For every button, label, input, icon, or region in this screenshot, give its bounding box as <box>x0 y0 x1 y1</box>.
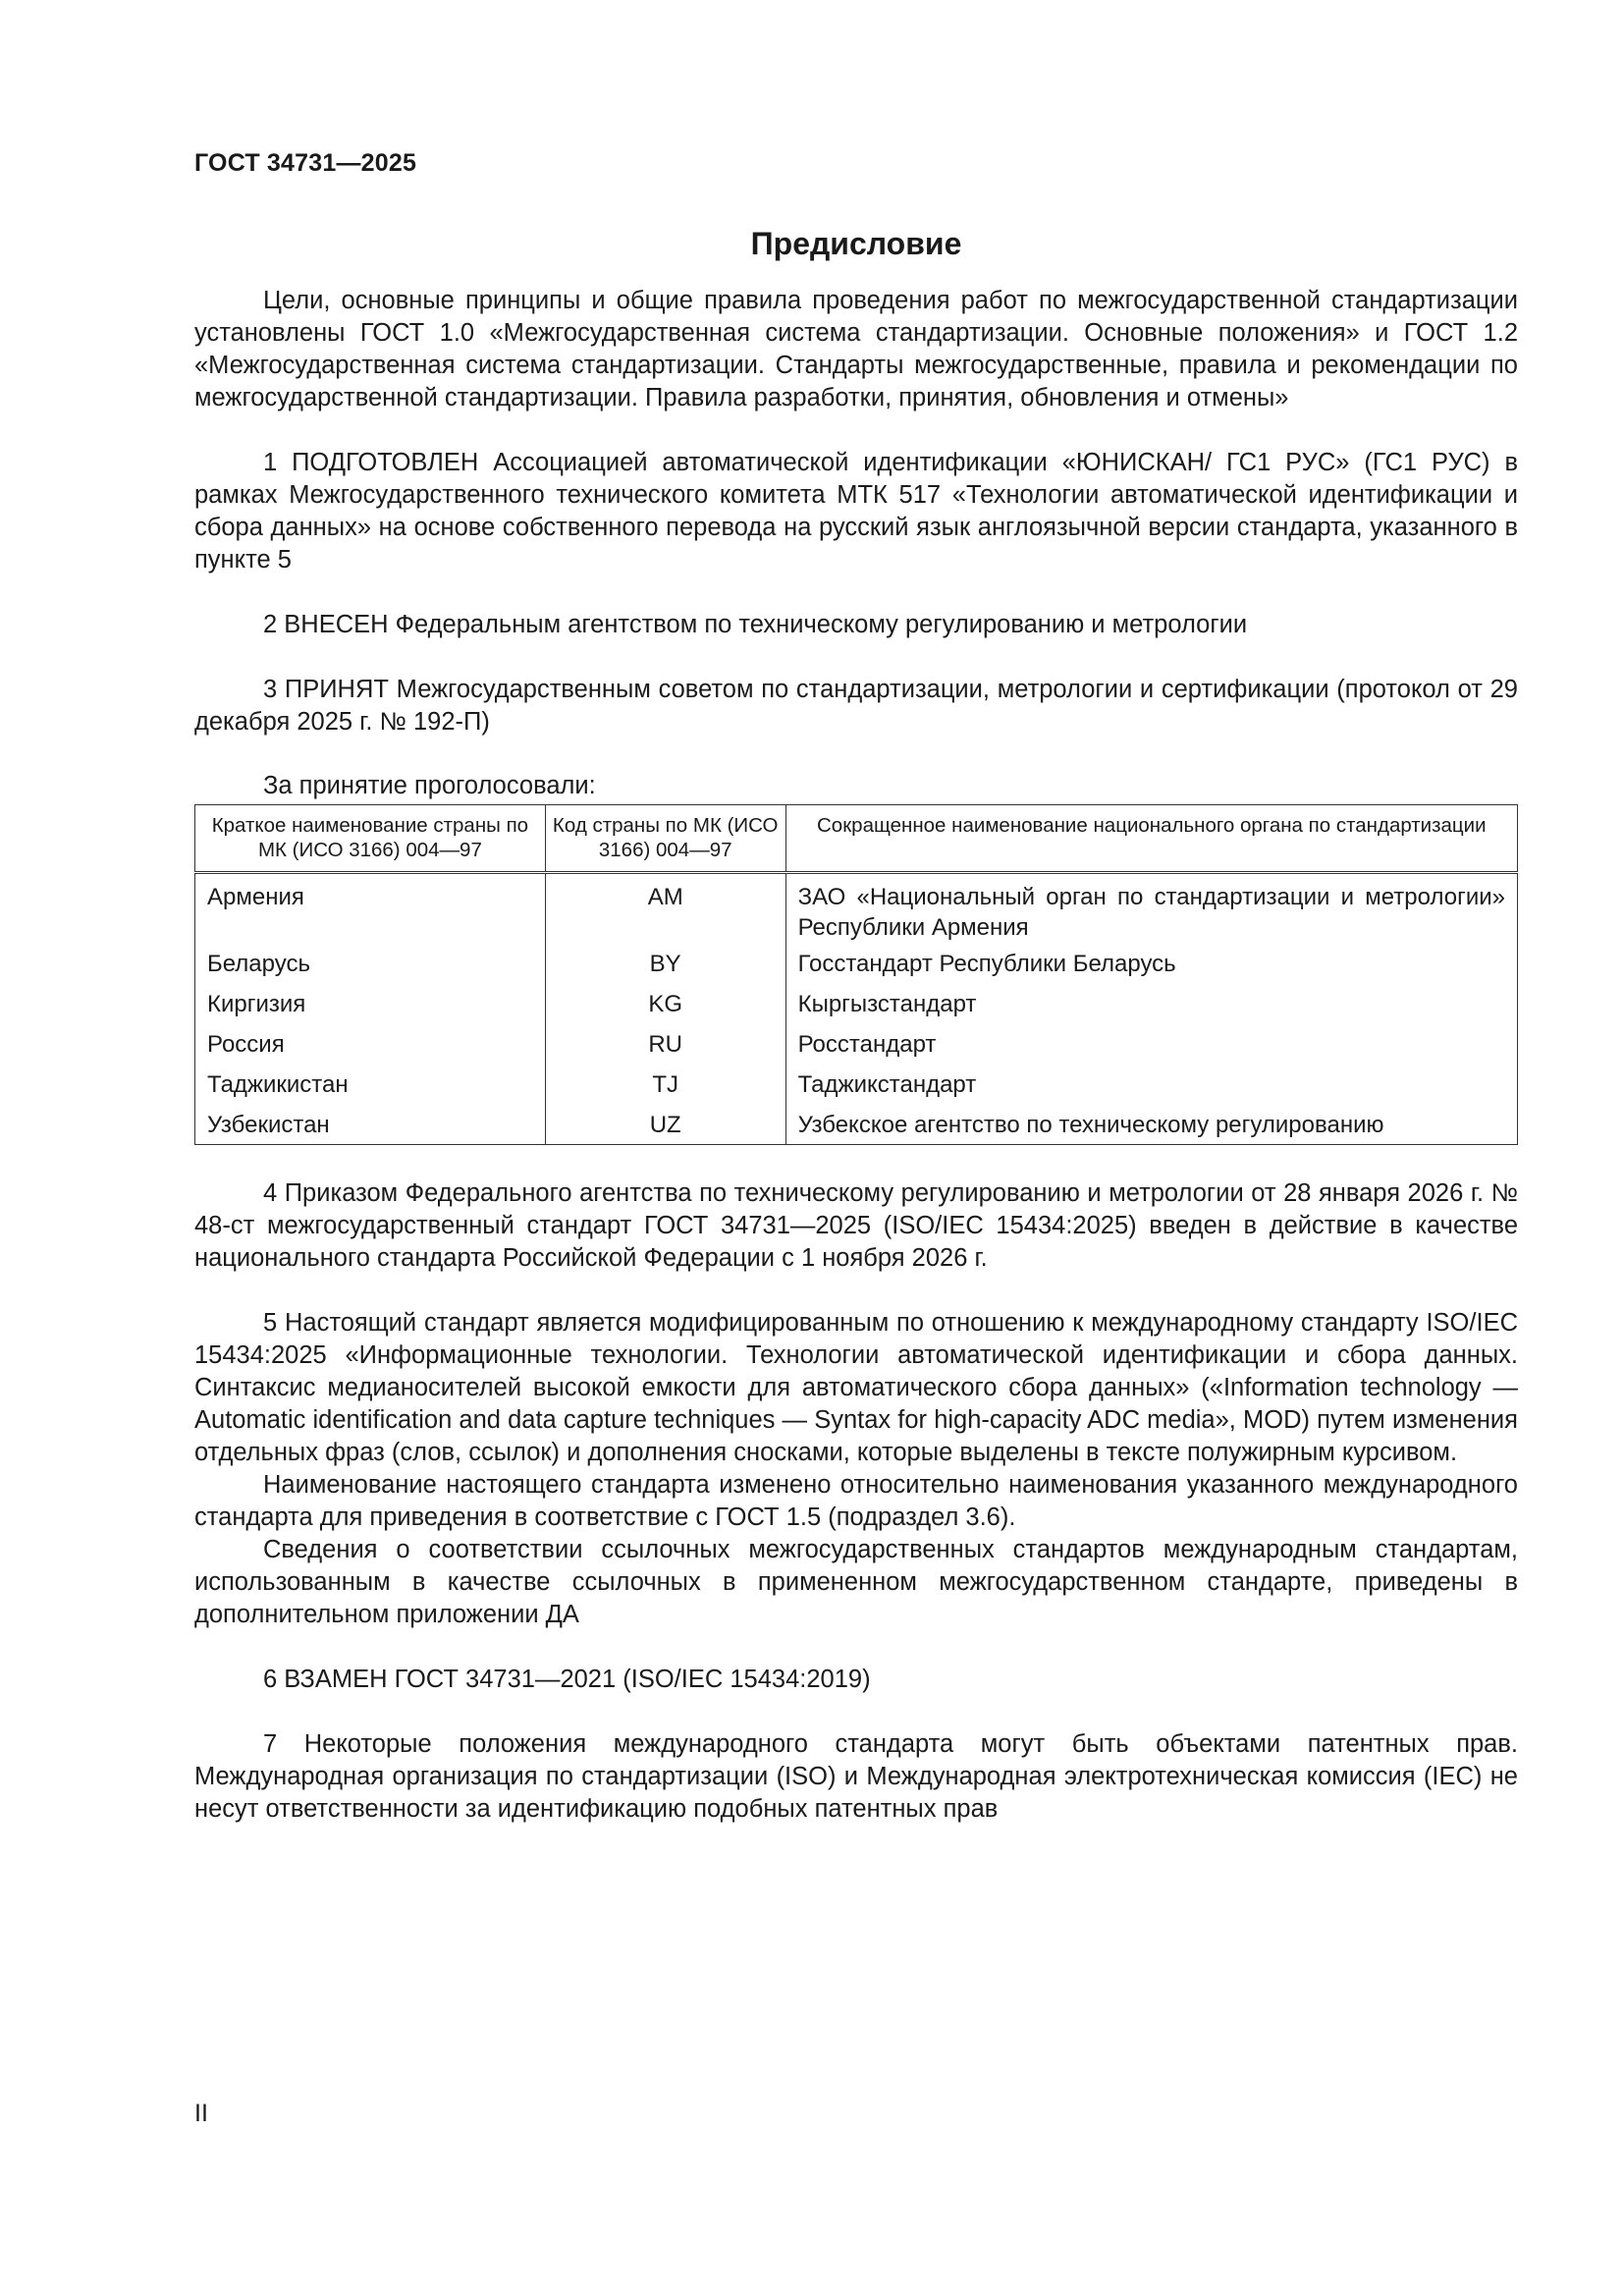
body-cell: Узбекское агентство по техническому регулированию <box>785 1104 1517 1145</box>
item-3-adopted: 3 ПРИНЯТ Межгосударственным советом по стандартизации, метрологии и сертификации (протокол от 29 декабря 2025 г. № 192-П) <box>194 676 1518 736</box>
header-country-code: Код страны по МК (ИСО 3166) 004—97 <box>545 805 785 873</box>
code-cell: TJ <box>545 1064 785 1104</box>
code-cell: UZ <box>545 1104 785 1145</box>
code-cell: BY <box>545 943 785 983</box>
country-cell: Узбекистан <box>195 1104 546 1145</box>
country-cell: Таджикистан <box>195 1064 546 1104</box>
header-national-body: Сокращенное наименование национального органа по стандартизации <box>785 805 1517 873</box>
item-4-enacted: 4 Приказом Федерального агентства по техническому регулированию и метрологии от 28 января 2026 г. № 48-ст межгосударственный стандарт ГОСТ 34731—2025 (ISO/IEC 15434:2025) введен в действие в качестве национального стандарта Российской Федерации с 1 ноября 2026 г. <box>194 1179 1518 1272</box>
code-cell: AM <box>545 873 785 944</box>
foreword-body <box>194 285 1518 1826</box>
body-cell: Кыргызстандарт <box>785 983 1517 1023</box>
table-row <box>195 943 1518 983</box>
body-cell: Таджикстандарт <box>785 1064 1517 1104</box>
header-country-name: Краткое наименование страны по МК (ИСО 3166) 004—97 <box>195 805 546 873</box>
country-cell: Россия <box>195 1023 546 1064</box>
table-row <box>195 1064 1518 1104</box>
table-row <box>195 983 1518 1023</box>
item-5-references-note: Сведения о соответствии ссылочных межгосударственных стандартов международным стандартам, использованным в качестве ссылочных в примененном межгосударственном стандарте, приведены в дополнительном приложении ДА <box>194 1536 1518 1628</box>
code-cell: RU <box>545 1023 785 1064</box>
table-row <box>195 1104 1518 1145</box>
table-header-row <box>195 805 1518 873</box>
foreword-title: Предисловие <box>750 226 962 261</box>
item-7-patents: 7 Некоторые положения международного стандарта могут быть объектами патентных прав. Международная организация по стандартизации (ISO) и Международная электротехническая комиссия (IEC) не несут ответственности за идентификацию подобных патентных прав <box>194 1730 1518 1823</box>
item-1-prepared: 1 ПОДГОТОВЛЕН Ассоциацией автоматической идентификации «ЮНИСКАН/ ГС1 РУС» (ГС1 РУС) в рамках Межгосударственного технического комитета МТК 517 «Технологии автоматической идентификации и сбора данных» на основе собственного перевода на русский язык англоязычной версии стандарта, указанного в пункте 5 <box>194 449 1518 574</box>
document-code: ГОСТ 34731—2025 <box>194 149 417 177</box>
page-number: II <box>194 2100 208 2127</box>
country-cell: Беларусь <box>195 943 546 983</box>
country-cell: Киргизия <box>195 983 546 1023</box>
code-cell: KG <box>545 983 785 1023</box>
vote-label: За принятие проголосовали: <box>263 772 596 799</box>
body-cell: ЗАО «Национальный орган по стандартизации и метрологии» Республики Армения <box>785 873 1517 944</box>
table-row <box>195 1023 1518 1064</box>
country-cell: Армения <box>195 873 546 944</box>
item-2-introduced: 2 ВНЕСЕН Федеральным агентством по техническому регулированию и метрологии <box>263 611 1248 638</box>
body-cell: Росстандарт <box>785 1023 1517 1064</box>
item-6-replaces: 6 ВЗАМЕН ГОСТ 34731—2021 (ISO/IEC 15434:2019) <box>263 1666 871 1693</box>
item-5-modified: 5 Настоящий стандарт является модифицированным по отношению к международному стандарту ISO/IEC 15434:2025 «Информационные технологии. Технологии автоматической идентификации и сбора данных. Синтаксис медианосителей высокой емкости для автоматического сбора данных» («Information technology — Automatic identification and data capture techniques — Syntax for high-capacity ADC media», MOD) путем изменения отдельных фраз (слов, ссылок) и дополнения сносками, которые выделены в тексте полужирным курсивом. <box>194 1309 1518 1466</box>
table-row <box>195 873 1518 944</box>
item-5-naming-note: Наименование настоящего стандарта изменено относительно наименования указанного международного стандарта для приведения в соответствие с ГОСТ 1.5 (подраздел 3.6). <box>194 1471 1518 1531</box>
member-countries-table <box>194 804 1518 1145</box>
foreword-intro-paragraph: Цели, основные принципы и общие правила проведения работ по межгосударственной стандартизации установлены ГОСТ 1.0 «Межгосударственная система стандартизации. Основные положения» и ГОСТ 1.2 «Межгосударственная система стандартизации. Стандарты межгосударственные, правила и рекомендации по межгосударственной стандартизации. Правила разработки, принятия, обновления и отмены» <box>194 287 1518 411</box>
body-cell: Госстандарт Республики Беларусь <box>785 943 1517 983</box>
